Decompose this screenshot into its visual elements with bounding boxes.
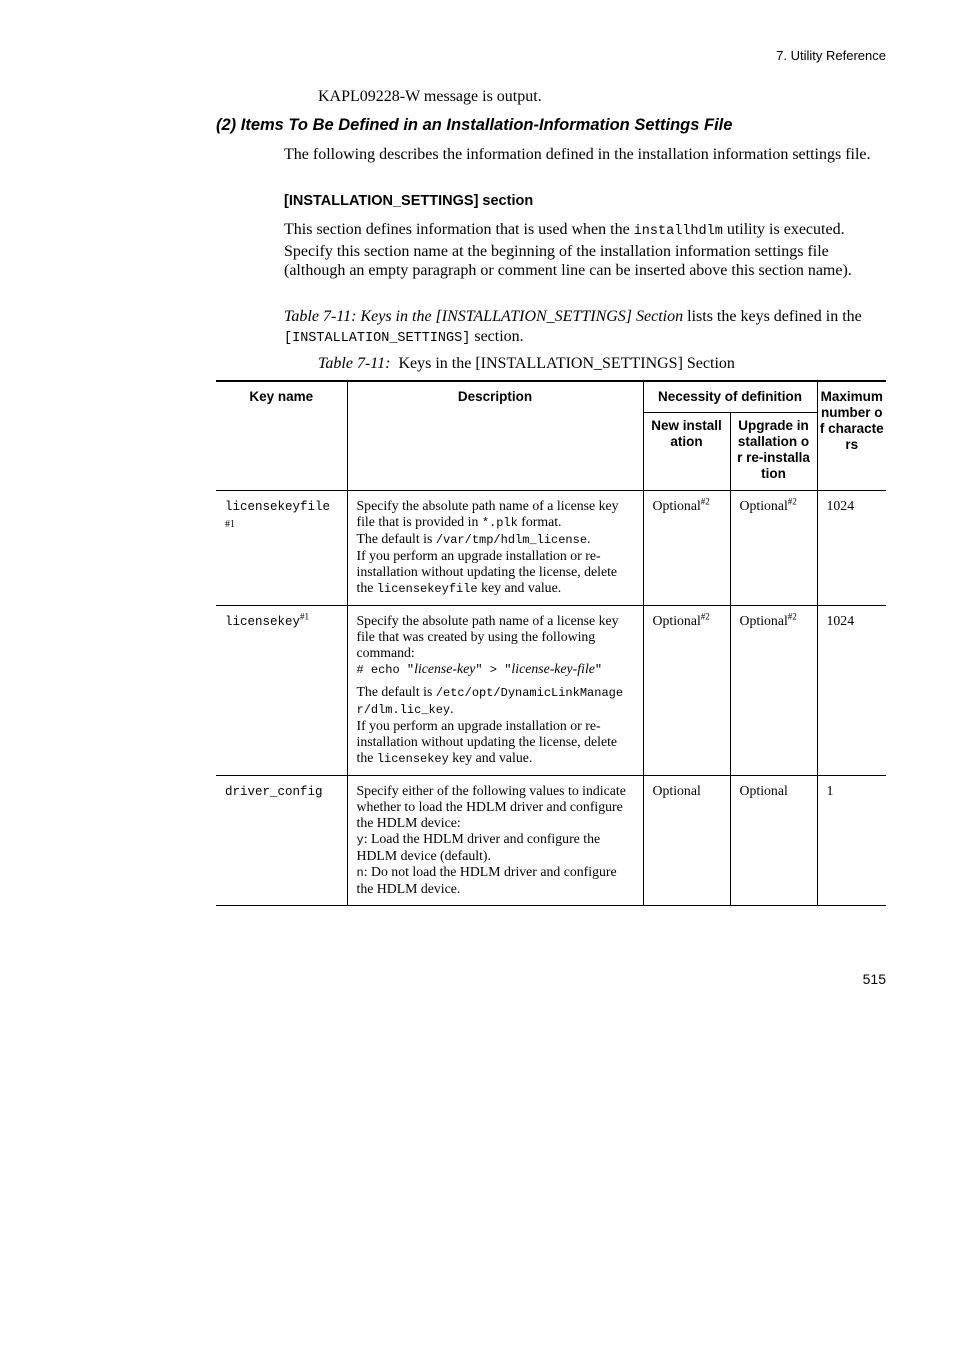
command-code: " [594, 663, 603, 677]
key-name: licensekeyfile [225, 500, 331, 514]
header-max-chars: Maximum number of characters [817, 381, 886, 491]
description-line [357, 498, 634, 531]
option-text: : Do not load the HDLM driver and configure the HDLM device. [356, 864, 617, 896]
command-variable: license-key-file [511, 661, 595, 676]
desc-text: The default is [356, 531, 436, 546]
max-chars-cell: 1024 [817, 491, 886, 606]
desc-text-after: utility is executed. Specify this section name at the beginning of the installation information settings file (although an empty paragraph or comment line can be inserted above this section name). [284, 221, 852, 279]
necessity-value: Optional [739, 498, 788, 513]
footnote-ref: #2 [700, 611, 710, 622]
table-row [216, 776, 886, 906]
running-header: 7. Utility Reference [776, 48, 886, 63]
table-caption-text: Keys in the [INSTALLATION_SETTINGS] Section [398, 355, 735, 372]
necessity-value: Optional [739, 613, 788, 628]
desc-text: key and value. [448, 750, 533, 765]
utility-name-code: installhdlm [633, 224, 723, 239]
command-code: # echo " [356, 663, 415, 677]
necessity-value: Optional [652, 613, 701, 628]
description-cell [347, 606, 643, 776]
header-necessity: Necessity of definition [643, 381, 817, 413]
desc-text: If you perform an upgrade installation or re-installation without updating the license, delete the [356, 718, 618, 765]
max-chars-cell: 1024 [817, 606, 886, 776]
desc-code: licensekey [376, 752, 449, 766]
key-name: licensekey [225, 615, 301, 629]
header-key-name: Key name [216, 381, 347, 491]
header-description: Description [347, 381, 643, 491]
description-cell [347, 776, 643, 906]
section-name-code: [INSTALLATION_SETTINGS] [284, 330, 471, 346]
desc-text: If you perform an upgrade installation or re-installation without updating the license, delete the [356, 548, 618, 595]
upgrade-cell: Optional [730, 776, 817, 906]
command-variable: license-key [414, 661, 476, 676]
option-line [357, 831, 634, 864]
header-upgrade: Upgrade installation or re-installation [730, 413, 817, 491]
table-row [216, 606, 886, 776]
footnote-ref: #2 [700, 496, 710, 507]
keys-table [216, 380, 886, 906]
desc-text-before: This section defines information that is used when the [284, 221, 634, 238]
option-code: y [356, 833, 364, 847]
upgrade-cell [730, 606, 817, 776]
option-code: n [356, 866, 364, 880]
description-line [357, 531, 634, 548]
key-name-cell [216, 491, 347, 606]
table-reference-paragraph [284, 307, 886, 348]
desc-text: Specify the absolute path name of a license key file that is provided in [356, 498, 619, 529]
intro-paragraph: The following describes the information defined in the installation information settings file. [284, 146, 871, 163]
max-chars-cell: 1 [817, 776, 886, 906]
command-code: " > " [475, 663, 512, 677]
table-header-row [216, 381, 886, 413]
footnote-ref: #2 [787, 496, 797, 507]
necessity-value: Optional [652, 498, 701, 513]
description-cell [347, 491, 643, 606]
desc-code: /var/tmp/hdlm_license [435, 533, 588, 547]
key-footnote-ref: #1 [225, 519, 235, 530]
key-name: driver_config [225, 785, 323, 799]
desc-text: The default is [356, 684, 436, 699]
option-line [357, 864, 634, 897]
header-new-install: New installation [643, 413, 730, 491]
command-line [357, 661, 634, 678]
key-name-cell [216, 606, 347, 776]
table-reference-link[interactable]: Table 7-11: Keys in the [INSTALLATION_SETTINGS] Section [284, 308, 684, 325]
ref-text-mid: lists the keys defined in the [683, 308, 862, 325]
footnote-ref: #2 [787, 611, 797, 622]
ref-text-end: section. [470, 327, 524, 345]
key-footnote-ref: #1 [300, 611, 310, 622]
upgrade-cell [730, 491, 817, 606]
desc-code: /etc/opt/DynamicLinkManager/dlm.lic_key [356, 686, 624, 717]
description-line [357, 548, 634, 597]
description-line [357, 718, 634, 767]
new-install-cell [643, 491, 730, 606]
desc-code: *.plk [481, 516, 518, 530]
description-line: Specify either of the following values to indicate whether to load the HDLM driver and configure the HDLM device: [356, 783, 626, 830]
key-name-cell [216, 776, 347, 906]
desc-code: licensekeyfile [376, 582, 478, 596]
section-heading: (2) Items To Be Defined in an Installation-Information Settings File [216, 116, 733, 134]
table-row [216, 491, 886, 606]
table-caption [318, 355, 735, 373]
table-caption-label: Table 7-11: [318, 355, 391, 372]
description-line [357, 684, 634, 718]
desc-text: key and value. [477, 580, 562, 595]
subheading: [INSTALLATION_SETTINGS] section [284, 193, 534, 209]
page-number: 515 [862, 971, 886, 987]
description-line: Specify the absolute path name of a license key file that was created by using the following command: [356, 613, 619, 660]
new-install-cell: Optional [643, 776, 730, 906]
option-text: : Load the HDLM driver and configure the HDLM device (default). [356, 831, 601, 863]
new-install-cell [643, 606, 730, 776]
message-line: KAPL09228-W message is output. [318, 88, 542, 105]
desc-text: . [450, 701, 454, 716]
desc-text: format. [517, 514, 562, 529]
description-paragraph [284, 220, 886, 281]
desc-text: . [587, 531, 591, 546]
